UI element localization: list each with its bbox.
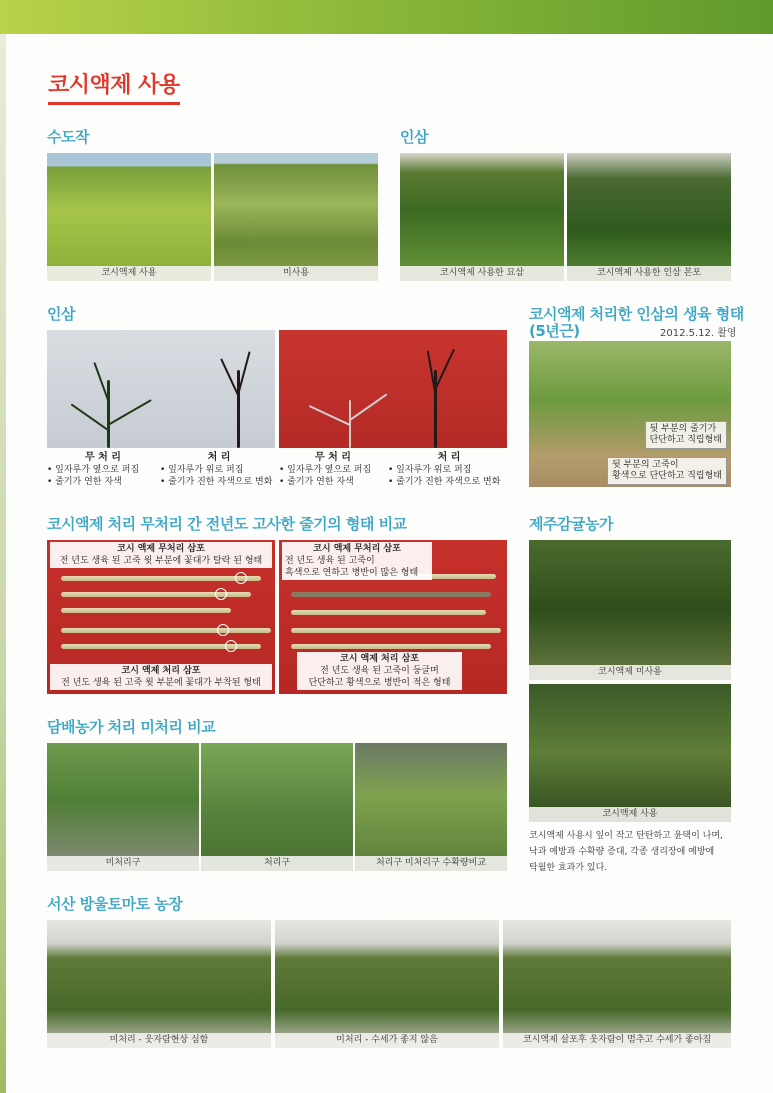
stem-column-3 [279, 452, 387, 488]
column-heading: 처 리 [437, 452, 461, 463]
label-box [50, 664, 272, 690]
dry-stem-graphic [291, 610, 486, 615]
caption: 미처리 - 수세가 좋지 않음 [275, 1033, 499, 1048]
stem-column-2 [160, 452, 278, 488]
section-title-citrus: 제주감귤농가 [529, 515, 613, 533]
photo-ginseng-5yr [529, 341, 731, 487]
caption: 미처리 - 웃자람현상 심함 [47, 1033, 271, 1048]
description-line: 낙과 예방과 수확량 증대, 각종 생리장애 예방에 [529, 847, 715, 857]
caption: 미처리구 [47, 856, 199, 871]
photo-tomato-1 [47, 920, 271, 1048]
caption: 미사용 [214, 266, 378, 281]
citrus-description [529, 828, 739, 876]
photo-citrus-untreated [529, 540, 731, 680]
dry-stem-graphic [291, 628, 501, 633]
caption: 처리구 [201, 856, 353, 871]
caption: 코시액제 사용한 인삼 본포 [567, 266, 731, 281]
section-title-rice: 수도작 [47, 128, 89, 146]
photo-tomato-2 [275, 920, 499, 1048]
section-title-tomato: 서산 방울토마토 농장 [47, 895, 183, 913]
label-heading: 코시 액제 처리 삼포 [340, 654, 419, 664]
left-edge-decoration [0, 34, 6, 1093]
page-title: 코시액제 사용 [48, 68, 180, 105]
stem-column-4 [388, 452, 510, 488]
photo-date: 2012.5.12. 촬영 [660, 328, 737, 339]
photo-tobacco-treated [201, 743, 353, 871]
label-box [282, 542, 432, 580]
stem-column-1 [47, 452, 159, 488]
dry-stem-graphic [61, 576, 261, 581]
photo-tobacco-compare [355, 743, 507, 871]
photo-tobacco-untreated [47, 743, 199, 871]
caption: 처리구 미처리구 수확량비교 [355, 856, 507, 871]
photo-stem-compare-left [47, 540, 275, 694]
caption: 코시액제 미사용 [529, 665, 731, 680]
marker-circle [217, 624, 229, 636]
column-line: • 줄기가 연한 자색 [279, 477, 354, 487]
dry-stem-graphic [291, 644, 491, 649]
label-text: 전 년도 생육 된 고죽이 둥글며 [320, 666, 439, 676]
marker-circle [225, 640, 237, 652]
top-banner [0, 0, 773, 34]
column-line: • 잎자루가 옆으로 퍼짐 [47, 465, 140, 475]
marker-circle [235, 572, 247, 584]
marker-circle [215, 588, 227, 600]
description-line: 탁월한 효과가 있다. [529, 863, 608, 873]
note-line: 단단하고 직립형태 [649, 435, 722, 445]
dry-stem-graphic [61, 628, 271, 633]
note-box [645, 421, 727, 449]
note-box [607, 457, 727, 485]
dry-stem-graphic [61, 608, 231, 613]
photo-stem-compare-right [279, 540, 507, 694]
column-line: • 잎자루가 위로 퍼짐 [160, 465, 244, 475]
photo-rice-untreated [214, 153, 378, 281]
photo-ginseng-stem-grey [47, 330, 275, 448]
section-title-tobacco: 담배농가 처리 미처리 비교 [47, 718, 216, 736]
column-line: • 잎자루가 옆으로 퍼짐 [279, 465, 372, 475]
note-line: 뒷 부분의 줄기가 [649, 424, 717, 434]
stem-graphic [349, 393, 387, 420]
stem-graphic [71, 403, 109, 430]
caption: 코시액제 사용 [47, 266, 211, 281]
column-line: • 잎자루가 위로 퍼짐 [388, 465, 472, 475]
label-text: 흑색으로 연하고 병반이 많은 형태 [285, 568, 419, 578]
label-text: 전 년도 생육 된 고죽 윗 부분에 꽃대가 탈락 된 형태 [59, 556, 263, 566]
label-text: 단단하고 황색으로 병반이 적은 형태 [308, 678, 451, 688]
photo-citrus-treated [529, 684, 731, 822]
note-line: 황색으로 단단하고 직립형태 [611, 471, 722, 481]
photo-ginseng-stem-red [279, 330, 507, 448]
section-title-stem-compare: 코시액제 처리 무처리 간 전년도 고사한 줄기의 형태 비교 [47, 515, 407, 533]
column-heading: 처 리 [207, 452, 231, 463]
label-box [297, 652, 462, 690]
label-heading: 코시 액제 처리 삼포 [121, 666, 201, 676]
caption: 코시액제 살포후 웃자람이 멈추고 수세가 좋아짐 [503, 1033, 731, 1048]
label-heading: 코시 액제 무처리 삼포 [117, 544, 205, 554]
dry-stem-graphic [291, 592, 491, 597]
label-box [50, 542, 272, 568]
section-subtitle-5yr: (5년근) [529, 322, 580, 340]
section-title-ginseng-5yr: 코시액제 처리한 인삼의 생육 형태 [529, 305, 744, 323]
column-line: • 줄기가 연한 자색 [47, 477, 122, 487]
column-line: • 줄기가 진한 자색으로 변화 [160, 477, 273, 487]
column-line: • 줄기가 진한 자색으로 변화 [388, 477, 501, 487]
section-title-ginseng-top: 인삼 [400, 128, 428, 146]
column-heading: 무 처 리 [85, 452, 121, 463]
stem-graphic [434, 349, 455, 391]
photo-rice-treated [47, 153, 211, 281]
description-line: 코시액제 사용시 잎이 작고 탄탄하고 윤택이 나며, [529, 831, 723, 841]
label-text: 전 년도 생육 된 고죽 윗 부분에 꽃대가 부착된 형태 [61, 678, 261, 688]
stem-graphic [309, 405, 351, 426]
column-heading: 무 처 리 [315, 452, 351, 463]
stem-graphic [107, 380, 110, 448]
caption: 코시액제 사용 [529, 807, 731, 822]
note-line: 뒷 부분의 고죽이 [611, 460, 679, 470]
caption: 코시액제 사용한 묘삼 [400, 266, 564, 281]
photo-ginseng-field [567, 153, 731, 281]
label-heading: 코시 액제 무처리 삼포 [313, 544, 401, 554]
photo-tomato-3 [503, 920, 731, 1048]
label-text: 전 년도 생육 된 고죽이 [285, 556, 375, 566]
section-title-ginseng-stem: 인삼 [47, 305, 75, 323]
stem-graphic [108, 399, 152, 426]
photo-ginseng-seedling [400, 153, 564, 281]
